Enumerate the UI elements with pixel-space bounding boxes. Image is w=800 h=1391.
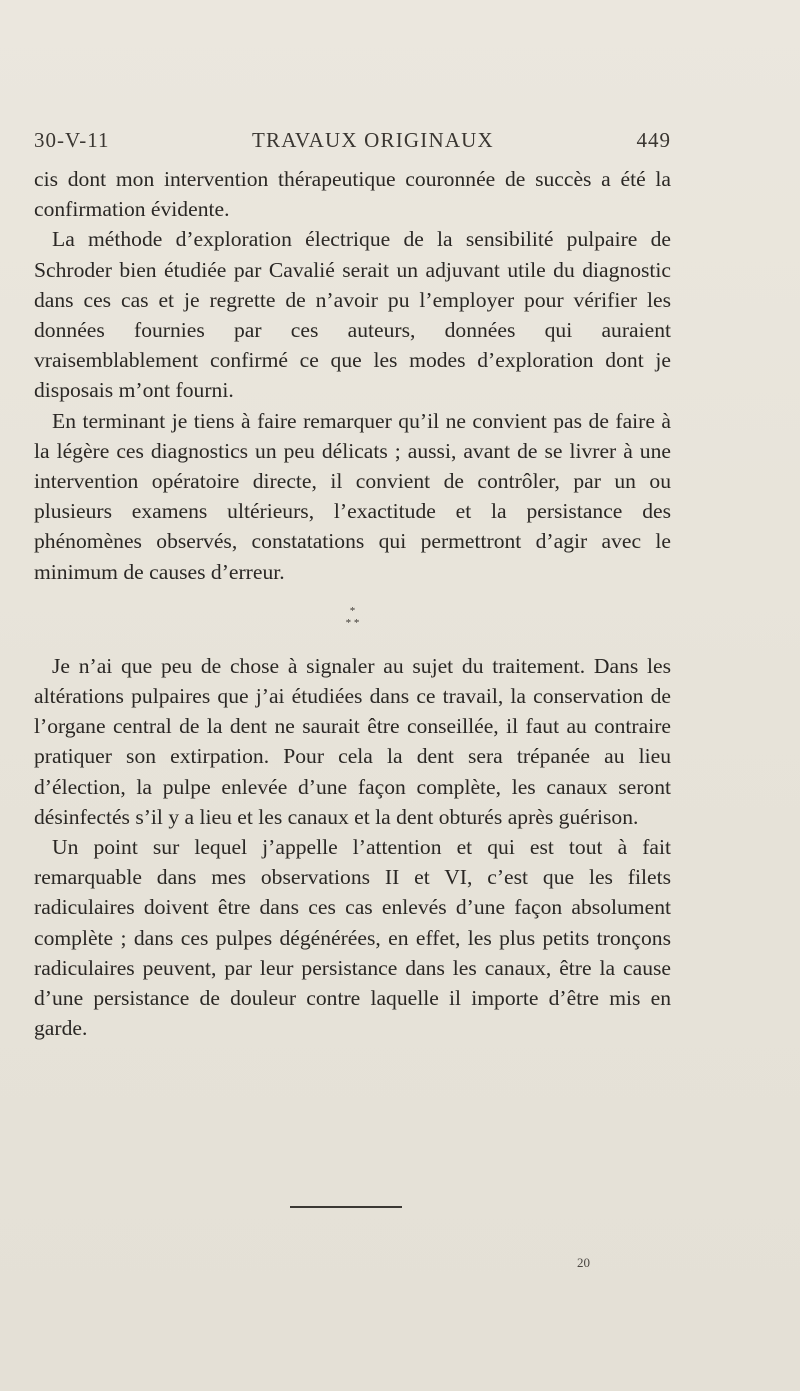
issue-date: 30-V-11 [34, 128, 110, 152]
closing-rule [290, 1206, 402, 1208]
asterism-top: * [349, 604, 356, 617]
paragraph-electrical-exploration: La méthode d’exploration électrique de la sensibilité pulpaire de Schroder bien étudiée par Cavalié serait un adjuvant utile du diagnostic dans ces cas et je regrette de n’avoir pu l’employer pour vérifier les données fournies par ces auteurs, données qui auraient vraisemblablement confirmé ce que les modes d’exploration dont je disposais m’ont fourni. [34, 227, 671, 403]
asterism-separator [34, 605, 671, 629]
asterism-bottom: * * [345, 616, 360, 629]
body-text [34, 164, 671, 1043]
section-title: TRAVAUX ORIGINAUX [252, 128, 494, 152]
running-head [34, 128, 671, 158]
paragraph-continuation: cis dont mon intervention thérapeutique couronnée de succès a été la confirmation évidente. [34, 167, 671, 222]
paragraph-radicular-filaments: Un point sur lequel j’appelle l’attention et qui est tout à fait remarquable dans mes observations II et VI, c’est que les filets radiculaires doivent être dans ces cas enlevés d’une façon absolument complète ; dans ces pulpes dégénérées, en effet, les plus petits tronçons radiculaires peuvent, par leur persistance dans les canaux, être la cause d’une persistance de douleur contre laquelle il importe d’être mis en garde. [34, 835, 671, 1041]
paragraph-treatment: Je n’ai que peu de chose à signaler au sujet du traitement. Dans les altérations pulpaires que j’ai étudiées dans ce travail, la conservation de l’organe central de la dent ne saurait être conseillée, il faut au contraire pratiquer son extirpation. Pour cela la dent sera trépanée au lieu d’élection, la pulpe enlevée d’une façon complète, les canaux seront désinfectés s’il y a lieu et les canaux et la dent obturés après guérison. [34, 653, 671, 829]
signature-mark: 20 [577, 1255, 590, 1270]
page-number: 449 [636, 128, 671, 152]
paragraph-diagnosis-caution: En terminant je tiens à faire remarquer qu’il ne convient pas de faire à la légère ces diagnostics un peu délicats ; aussi, avant de se livrer à une intervention opératoire directe, il convient de contrôler, par un ou plusieurs examens ultérieurs, l’exactitude et la persistance des phénomènes observés, constatations qui permettront d’agir avec le minimum de causes d’erreur. [34, 408, 671, 584]
